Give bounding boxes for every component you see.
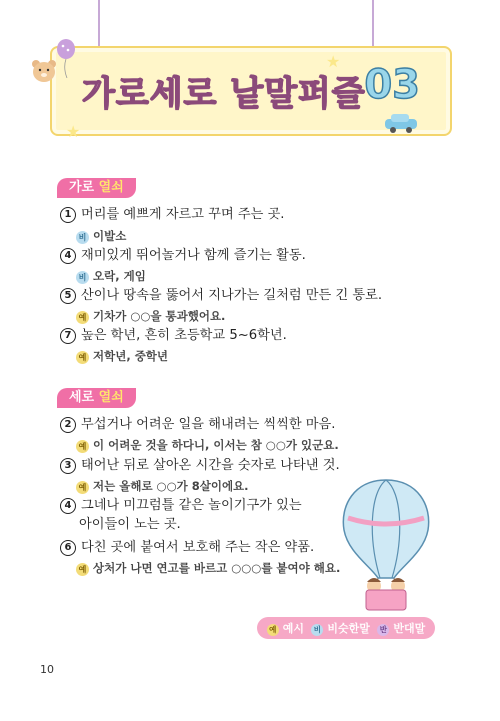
across-tag-label: 가로 [69,180,95,195]
balloon-icon [55,38,77,78]
legend-bar [257,617,435,639]
clue-number: 2 [60,417,76,433]
example-badge: 예 [267,624,279,636]
star-icon: ★ [66,122,81,141]
clue-text: 그네나 미끄럼틀 같은 놀이기구가 있는 [81,498,302,513]
legend-label: 비슷한말 [327,622,370,635]
similar-word-badge: 비 [76,231,89,244]
clue-number: 1 [60,207,76,223]
legend-label: 예시 [282,622,304,635]
clue-number: 7 [60,328,76,344]
clue-text: 머리를 예쁘게 자르고 꾸며 주는 곳. [81,207,285,222]
clue-hint [76,308,225,324]
down-tag-label: 세로 [69,390,95,405]
clue-hint [76,437,339,453]
clue-hint [76,348,168,364]
hanging-string-left [98,0,100,48]
key-label: 열쇠 [98,180,124,195]
hint-text: 오락, 게임 [93,269,146,283]
clue-across-7 [60,327,287,345]
clue-number: 6 [60,540,76,556]
star-icon: ★ [326,52,341,71]
puzzle-number: 03 [364,62,420,108]
clue-hint [76,228,126,244]
clue-down-2 [60,416,335,434]
hint-text: 저학년, 중학년 [93,349,169,363]
legend-label: 반대말 [393,622,426,635]
legend-example [267,620,304,636]
clue-number: 4 [60,248,76,264]
example-badge: 예 [76,440,89,453]
legend-similar [311,620,370,636]
example-badge: 예 [76,563,89,576]
example-badge: 예 [76,311,89,324]
key-label: 열쇠 [98,390,124,405]
toy-car-icon [383,112,419,134]
clue-text: 태어난 뒤로 살아온 시간을 숫자로 나타낸 것. [81,458,340,473]
example-badge: 예 [76,481,89,494]
clue-across-4 [60,247,306,265]
hint-text: 상처가 나면 연고를 바르고 ○○○를 붙여야 해요. [93,561,341,575]
clue-hint [76,560,340,576]
title-part2: 낱말퍼즐 [230,74,366,114]
clue-text: 다친 곳에 붙여서 보호해 주는 작은 약품. [81,540,315,555]
hint-text: 저는 올해로 ○○가 8살이에요. [93,479,249,493]
clue-down-4-line2 [79,516,181,534]
down-clues-tag [57,388,136,408]
clue-text: 산이나 땅속을 뚫어서 지나가는 길처럼 만든 긴 통로. [81,288,383,303]
page-title [82,66,366,115]
clue-text: 아이들이 노는 곳. [79,517,181,532]
title-part1: 가로세로 [82,74,218,114]
hot-air-balloon-illustration [336,478,436,614]
clue-hint [76,268,146,284]
across-clues-tag [57,178,136,198]
hint-text: 이발소 [93,229,127,243]
clue-text: 높은 학년, 흔히 초등학교 5~6학년. [81,328,287,343]
opposite-word-badge: 반 [377,624,389,636]
similar-word-badge: 비 [311,624,323,636]
similar-word-badge: 비 [76,271,89,284]
teddy-bear-icon [30,58,58,84]
hanging-string-right [372,0,374,48]
clue-hint [76,478,249,494]
clue-across-5 [60,287,382,305]
legend-opposite [377,620,425,636]
clue-down-4 [60,497,302,515]
clue-text: 재미있게 뛰어놀거나 함께 즐기는 활동. [81,248,306,263]
page-number: 10 [40,663,54,676]
clue-text: 무섭거나 어려운 일을 해내려는 씩씩한 마음. [81,417,336,432]
clue-number: 5 [60,288,76,304]
example-badge: 예 [76,351,89,364]
clue-number: 4 [60,498,76,514]
clue-across-1 [60,206,285,224]
hint-text: 기차가 ○○을 통과했어요. [93,309,226,323]
clue-number: 3 [60,458,76,474]
hint-text: 이 어려운 것을 하다니, 이서는 참 ○○가 있군요. [93,438,339,452]
clue-down-6 [60,539,314,557]
clue-down-3 [60,457,340,475]
